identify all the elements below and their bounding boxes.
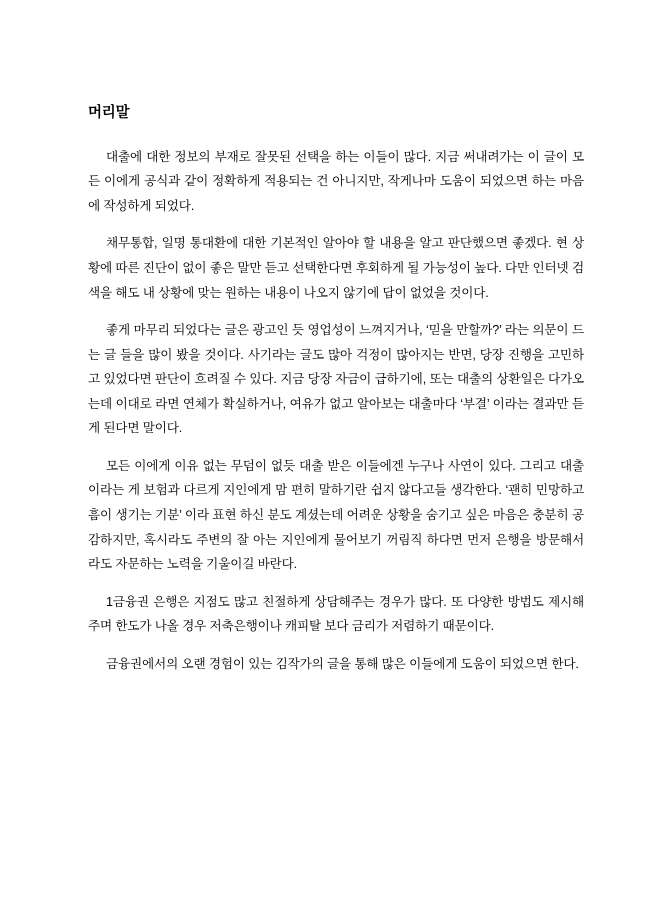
page-title: 머리말	[88, 105, 130, 121]
paragraph: 모든 이에게 이유 없는 무덤이 없듯 대출 받은 이들에겐 누구나 사연이 있다. 그리고 대출이라는 게 보험과 다르게 지인에게 맘 편히 말하기란 쉽지 않다고들 생각한다. ‘괜히 민망하고 흠이 생기는 기분’ 이라 표현 하신 분도 계셨는데 어려운 상황을 숨기고 싶은 마음은 충분히 공감하지만, 혹시라도 주변의 잘 아는 지인에게 물어보기 꺼림직 하다면 먼저 은행을 방문해서라도 자문하는 노력을 기울이길 바란다.	[88, 458, 584, 572]
paragraph: 1금융권 은행은 지점도 많고 친절하게 상담해주는 경우가 많다. 또 다양한 방법도 제시해주며 한도가 나올 경우 저축은행이나 캐피탈 보다 금리가 저렴하기 때문이다.	[88, 594, 584, 634]
paragraph: 좋게 마무리 되었다는 글은 광고인 듯 영업성이 느껴지거나, ‘믿을 만할까?’ 라는 의문이 드는 글 들을 많이 봤을 것이다. 사기라는 글도 많아 걱정이 많아지는 반면, 당장 진행을 고민하고 있었다면 판단이 흐려질 수 있다. 지금 당장 자금이 급하기에, 또는 대출의 상환일은 다가오는데 이대로 라면 연체가 확실하거나, 여유가 없고 알아보는 대출마다 ‘부결’ 이라는 결과만 듣게 된다면 말이다.	[88, 323, 584, 436]
paragraph: 채무통합, 일명 통대환에 대한 기본적인 알아야 할 내용을 알고 판단했으면 좋겠다. 현 상황에 따른 진단이 없이 좋은 말만 듣고 선택한다면 후회하게 될 가능성이 높다. 다만 인터넷 검색을 해도 내 상황에 맞는 원하는 내용이 나오지 않기에 답이 없었을 것이다.	[88, 236, 584, 300]
paragraph: 대출에 대한 정보의 부재로 잘못된 선택을 하는 이들이 많다. 지금 써내려가는 이 글이 모든 이에게 공식과 같이 정확하게 적용되는 건 아니지만, 작게나마 도움이 되었으면 하는 마음에 작성하게 되었다.	[88, 149, 584, 213]
document-body	[88, 145, 584, 676]
paragraph: 금융권에서의 오랜 경험이 있는 김작가의 글을 통해 많은 이들에게 도움이 되었으면 한다.	[106, 656, 579, 671]
